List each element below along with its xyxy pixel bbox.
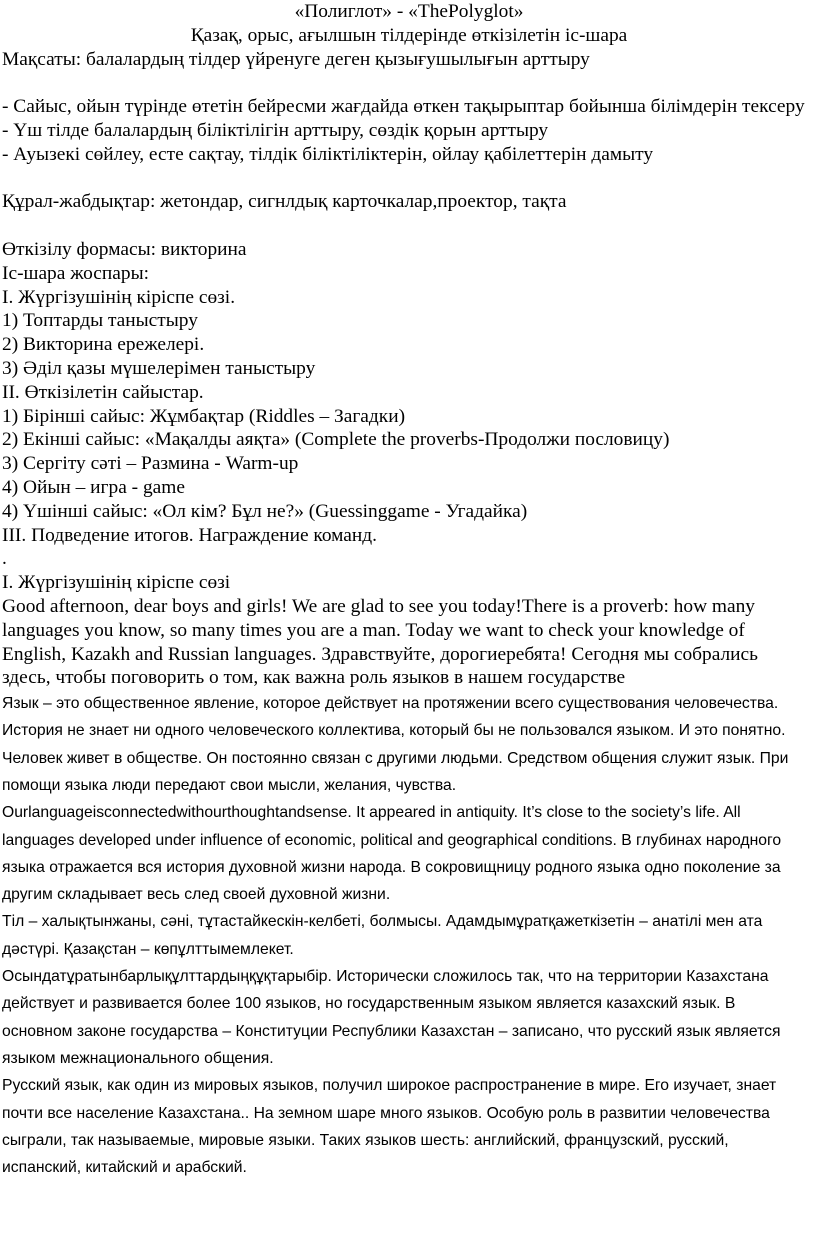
body-paragraph: Осындатұратынбарлықұлттардыңқұқтарыбір. Исторически сложилось так, что на территории Казахстана действует и развивается более 100 языков, но государственным языком является казахский язык. В основном законе государства – Конституции Республики Казахстан – записано, что русский язык является языком межнационального общения. bbox=[2, 968, 781, 1067]
plan-item: 3) Сергіту сәті – Размина - Warm-up bbox=[2, 453, 299, 475]
blank-line bbox=[0, 214, 816, 238]
plan-item: 2) Екінші сайыс: «Мақалды аяқта» (Complete the proverbs-Продолжи пословицу) bbox=[2, 429, 670, 451]
plan-heading: Іс-шара жоспары: bbox=[2, 262, 150, 284]
body-paragraph: Тіл – халықтынжаны, сәні, тұтастайкескін-келбеті, болмысы. Адамдымұратқажеткізетін – анатілі мен ата дәстүрі. Қазақстан – көпұлттымемлекет. bbox=[2, 913, 763, 958]
body-paragraph: Язык – это общественное явление, которое действует на протяжении всего существования человечества. История не знает ни одного человеческого коллектива, который бы не пользовался языком. И это понятно. Человек живет в обществе. Он постоянно связан с другими людьми. Средством общения служит язык. При помощи языка люди передают свои мысли, желания, чувства. Ourlanguageisconnectedwithourthoughtandsense. It appeared in antiquity. It’s close to the society’s life. All languages developed under influence of economic, political and geographical conditions. В глубинах народного языка отражается вся история духовной жизни народа. В сокровищницу родного языка одно поколение за другим складывает весь след своей духовной жизни. bbox=[2, 695, 789, 904]
document-subtitle: Қазақ, орыс, ағылшын тілдерінде өткізілетін іс-шара bbox=[190, 24, 628, 46]
plan-item: 1) Бірінші сайыс: Жұмбақтар (Riddles – Загадки) bbox=[2, 405, 406, 427]
plan-item: 3) Әділ қазы мүшелерімен таныстыру bbox=[2, 357, 316, 379]
sans-section bbox=[0, 690, 816, 1181]
task-item: - Ауызекі сөйлеу, есте сақтау, тілдік біліктіліктерін, ойлау қабілеттерін дамыту bbox=[2, 143, 654, 165]
blank-line bbox=[0, 71, 816, 95]
separator-dot: . bbox=[2, 548, 7, 570]
form-line: Өткізілу формасы: викторина bbox=[2, 238, 247, 260]
body-paragraph: Русский язык, как один из мировых языков, получил широкое распространение в мире. Его изучает, знает почти все население Казахстана.. На земном шаре много языков. Особую роль в развитии человечества сыграли, так называемые, мировые языки. Таких языков шесть: английский, французский, русский, испанский, китайский и арабский. bbox=[2, 1077, 777, 1177]
plan-item: 4) Үшінші сайыс: «Ол кім? Бұл не?» (Guessinggame - Угадайка) bbox=[2, 500, 528, 522]
plan-item: 2) Викторина ережелері. bbox=[2, 334, 205, 356]
intro-heading: І. Жүргізушінің кіріспе сөзі bbox=[2, 572, 231, 594]
plan-item: ІІ. Өткізілетін сайыстар. bbox=[2, 381, 204, 403]
equipment-line: Құрал-жабдықтар: жетондар, сигнлдық карточкалар,проектор, тақта bbox=[2, 191, 567, 213]
blank-line bbox=[0, 167, 816, 191]
plan-item: ІІІ. Подведение итогов. Награждение команд. bbox=[2, 524, 377, 546]
plan-item: І. Жүргізушінің кіріспе сөзі. bbox=[2, 286, 236, 308]
plan-item: 1) Топтарды таныстыру bbox=[2, 310, 198, 332]
goal-line: Мақсаты: балалардың тілдер үйренуге деген қызығушылығын арттыру bbox=[2, 48, 590, 70]
task-item: - Сайыс, ойын түрінде өтетін бейресми жағдайда өткен тақырыптар бойынша білімдерін тексеру bbox=[2, 96, 805, 118]
task-item: - Үш тілде балалардың біліктілігін арттыру, сөздік қорын арттыру bbox=[2, 119, 549, 141]
intro-paragraph: Good afternoon, dear boys and girls! We are glad to see you today!There is a proverb: how many languages you know, so many times you are a man. Today we want to check your knowledge of English, Kazakh and Russian languages. Здравствуйте, дорогиеребята! Сегодня мы собрались здесь, чтобы поговорить о том, как важна роль языков в нашем государстве bbox=[2, 595, 758, 689]
document-title: «Полиглот» - «ThePolyglot» bbox=[294, 1, 524, 22]
plan-item: 4) Ойын – игра - game bbox=[2, 476, 185, 498]
